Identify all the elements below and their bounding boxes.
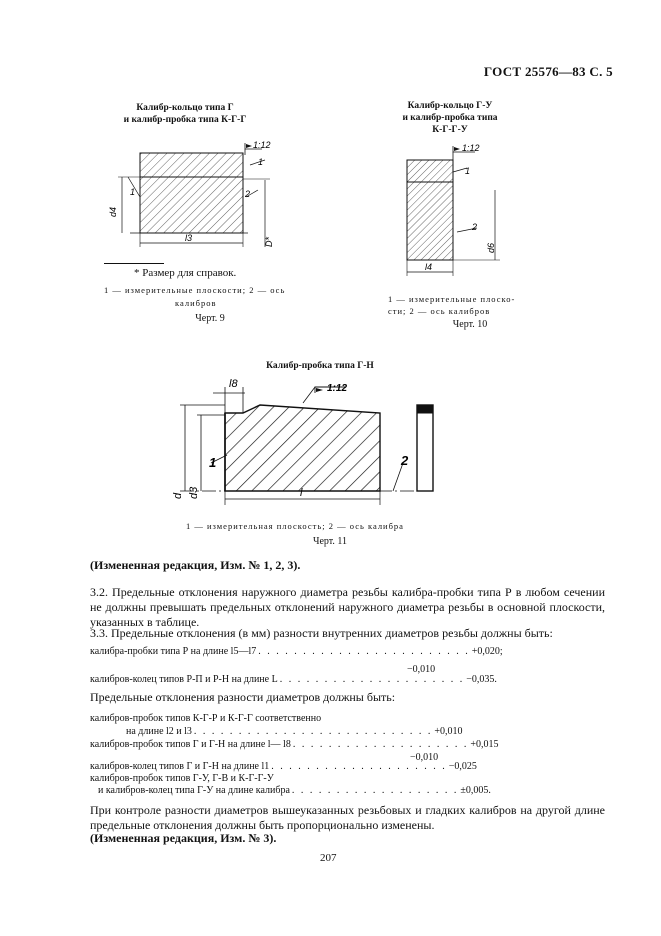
paragraph-3-3: 3.3. Предельные отклонения (в мм) разности внутренних диаметров резьбы должны быть: <box>90 626 553 640</box>
fig10-drawing <box>385 140 515 280</box>
fig10-label-d6: d6 <box>486 242 496 253</box>
fig10-title-line3: К-Г-Г-У <box>432 125 468 135</box>
fig11-title: Калибр-пробка типа Г-Н <box>266 361 374 371</box>
fig9-label-d4: d4 <box>108 206 118 217</box>
fig11-drawing <box>165 375 455 520</box>
fig10-label-1: 1 <box>465 166 471 176</box>
fig11-label-1: 1 <box>209 455 217 470</box>
fig11-label-d: d <box>172 492 184 499</box>
fig9-caption: Черт. 9 <box>195 313 225 324</box>
fig11-label-d3: d3 <box>188 486 200 499</box>
row5-value: −0,025 <box>448 761 477 772</box>
row6-label1: калибров-пробок типов Г-У, Г-В и К-Г-Г-У <box>90 773 274 784</box>
fig11-caption: Черт. 11 <box>312 536 348 547</box>
fig10-label-2: 2 <box>472 222 478 232</box>
fig9-body <box>140 153 243 233</box>
fig11-label-l8: l8 <box>229 378 238 390</box>
fig11-label-l: l <box>300 487 303 499</box>
page-number: 207 <box>320 852 337 864</box>
changed-note-2: (Измененная редакция, Изм. № 3). <box>90 831 277 845</box>
row6-label2: и калибров-колец типа Г-У на длине калибра <box>98 785 290 796</box>
row3-label1: калибров-пробок типов К-Г-Р и К-Г-Г соответственно <box>90 713 322 724</box>
fig9-label-D: D* <box>264 236 274 247</box>
fig10-label-l4: l4 <box>425 262 433 272</box>
tolerance-row-3: на длине l2 и l3 . . . . . . . . . . . . . . . . . . . . . . . . . . . +0,010 <box>90 726 450 737</box>
page-header: ГОСТ 25576—83 С. 5 <box>483 64 613 79</box>
row4-value: +0,015 <box>470 739 499 750</box>
tolerance-row-6: и калибров-колец типа Г-У на длине калибра . . . . . . . . . . . . . . . . . . . ±0,005. <box>90 785 450 796</box>
fig9-taper-label: 1:12 <box>253 140 271 150</box>
tolerance-row-4: калибров-пробок типов Г и Г-Н на длине l— l8 . . . . . . . . . . . . . . . . . . . . +0,015 <box>90 739 499 750</box>
row5-label: калибров-колец типов Г и Г-Н на длине l1 <box>90 761 270 772</box>
fig10-title <box>385 100 515 136</box>
fig11-side-view <box>417 405 433 491</box>
row2-value: −0,035. <box>466 674 497 685</box>
row2-top: −0,010 <box>407 664 436 675</box>
fig9-label-2: 2 <box>245 189 251 199</box>
tolerance-row-1: калибра-пробки типа Р на длине l5—l7 . . . . . . . . . . . . . . . . . . . . . . . . +0,020; <box>90 646 503 657</box>
paragraph-3-2-text: 3.2. Предельные отклонения наружного диаметра резьбы калибра-пробки типа Р в любом сечении не должны превышать предельных отклонений наружного диаметра резьбы в основной плоскости, указанных в таблице. <box>90 585 605 629</box>
fig9-title-line1: Калибр-кольцо типа Г <box>136 103 234 113</box>
tolerance-row-2: калибров-колец типов Р-П и Р-Н на длине L . . . . . . . . . . . . . . . . . . . . . −0,035. <box>90 674 497 685</box>
fig10-title-line2: и калибр-пробка типа <box>402 113 498 123</box>
paragraph-3-2 <box>90 585 605 630</box>
row6-value: ±0,005. <box>460 785 491 796</box>
fig11-body <box>225 405 380 491</box>
fig9-footnote-rule <box>104 263 164 264</box>
fig9-label-l3: l3 <box>185 233 193 243</box>
row2-label: калибров-колец типов Р-П и Р-Н на длине L <box>90 674 278 685</box>
fig10-taper-label: 1:12 <box>462 143 480 153</box>
fig10-legend-line2: сти; 2 — ось калибров <box>388 306 491 316</box>
fig10-title-line1: Калибр-кольцо Г-У <box>407 101 493 111</box>
fig9-title-line2: и калибр-пробка типа К-Г-Г <box>123 115 247 125</box>
fig9-footnote: * Размер для справок. <box>134 267 237 279</box>
fig9-legend-line1: 1 — измерительные плоскости; 2 — ось <box>104 285 286 295</box>
fig10-body <box>407 160 453 260</box>
fig9-label-1a: 1 <box>258 157 264 167</box>
fig10-legend-line1: 1 — измерительные плоско- <box>388 294 516 304</box>
fig11-legend: 1 — измерительная плоскость; 2 — ось калибра <box>186 521 404 531</box>
row4-label: калибров-пробок типов Г и Г-Н на длине l— l8 <box>90 739 291 750</box>
paragraph-diam: Предельные отклонения разности диаметров должны быть: <box>90 690 396 704</box>
fig11-taper-label: 1:12 <box>327 383 348 394</box>
paragraph-control: При контроле разности диаметров вышеуказанных резьбовых и гладких калибров на другой длине предельные отклонения должны быть пропорционально изменены. <box>90 803 605 832</box>
row3-value: +0,010 <box>434 726 463 737</box>
fig9-legend-line2: калибров <box>175 298 217 308</box>
fig10-caption: Черт. 10 <box>452 319 488 330</box>
fig11-label-2: 2 <box>401 453 409 468</box>
fig9-label-1b: 1 <box>130 187 136 197</box>
row3-label2: на длине l2 и l3 <box>126 726 192 737</box>
changed-note-1: (Измененная редакция, Изм. № 1, 2, 3). <box>90 558 301 572</box>
tolerance-row-5: калибров-колец типов Г и Г-Н на длине l1 . . . . . . . . . . . . . . . . . . . . −0,025 <box>90 761 477 772</box>
row1-value: +0,020; <box>471 646 503 657</box>
fig9-title <box>100 102 270 126</box>
fig9-drawing <box>100 135 290 265</box>
row5-top: −0,010 <box>410 752 439 763</box>
row1-label: калибра-пробки типа Р на длине l5—l7 <box>90 646 257 657</box>
